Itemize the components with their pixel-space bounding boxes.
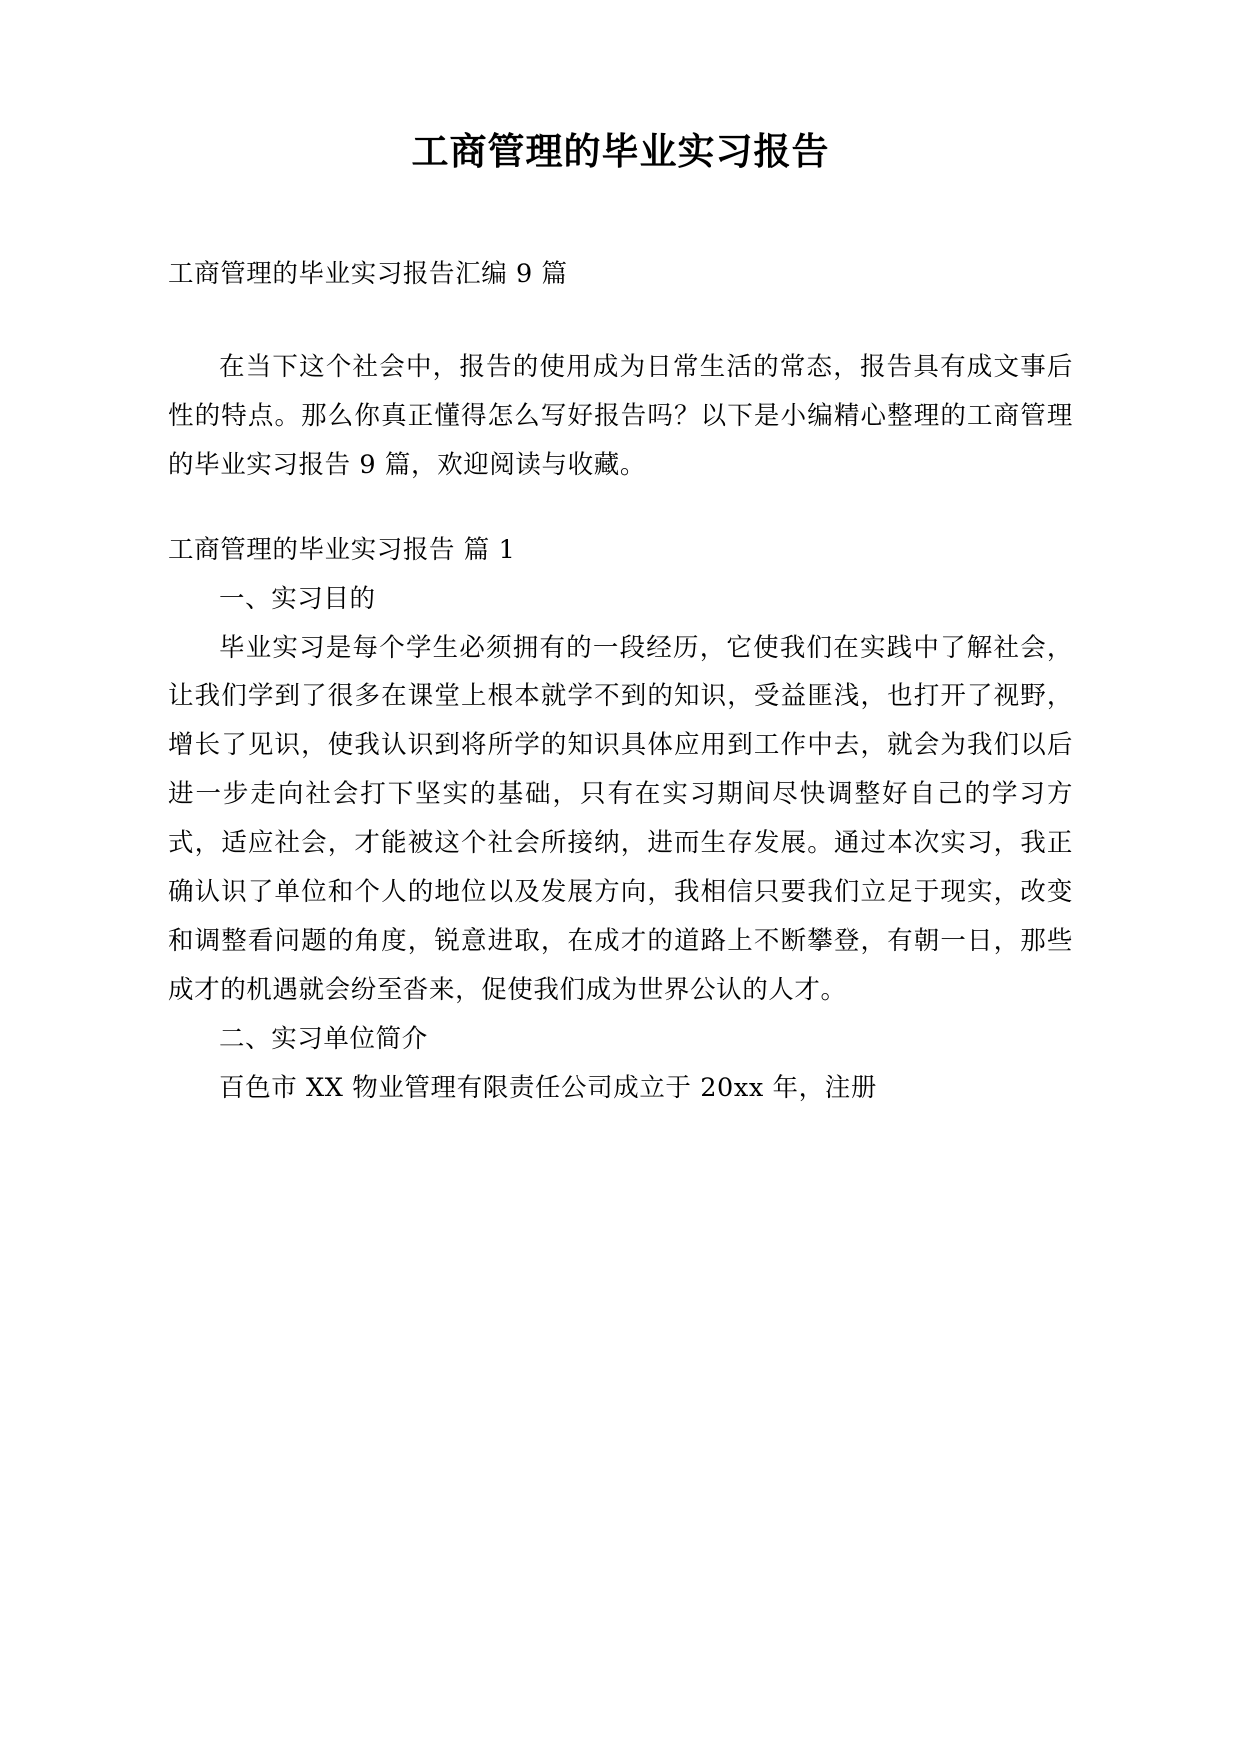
page-title: 工商管理的毕业实习报告 xyxy=(411,131,830,172)
section-heading-1: 工商管理的毕业实习报告 篇 1 xyxy=(168,534,516,565)
paragraph-company-intro-body: 百色市 XX 物业管理有限责任公司成立于 20xx 年，注册 xyxy=(219,1073,877,1104)
subheading-internship-purpose: 一、实习目的 xyxy=(219,583,376,614)
subheading-company-intro: 二、实习单位简介 xyxy=(219,1024,428,1055)
paragraph-intro: 在当下这个社会中，报告的使用成为日常生活的常态，报告具有成文事后性的特点。那么你真正懂得怎么写好报告吗？以下是小编精心整理的工商管理的毕业实习报告 9 篇，欢迎阅读与收藏。 xyxy=(168,351,1073,480)
paragraph-internship-purpose-body: 毕业实习是每个学生必须拥有的一段经历，它使我们在实践中了解社会，让我们学到了很多在课堂上根本就学不到的知识，受益匪浅，也打开了视野，增长了见识，使我认识到将所学的知识具体应用到工作中去，就会为我们以后进一步走向社会打下坚实的基础，只有在实习期间尽快调整好自己的学习方式，适应社会，才能被这个社会所接纳，进而生存发展。通过本次实习，我正确认识了单位和个人的地位以及发展方向，我相信只要我们立足于现实，改变和调整看问题的角度，锐意进取，在成才的道路上不断攀登，有朝一日，那些成才的机遇就会纷至沓来，促使我们成为世界公认的人才。 xyxy=(168,632,1073,1006)
paragraph-collection-line: 工商管理的毕业实习报告汇编 9 篇 xyxy=(168,258,568,289)
